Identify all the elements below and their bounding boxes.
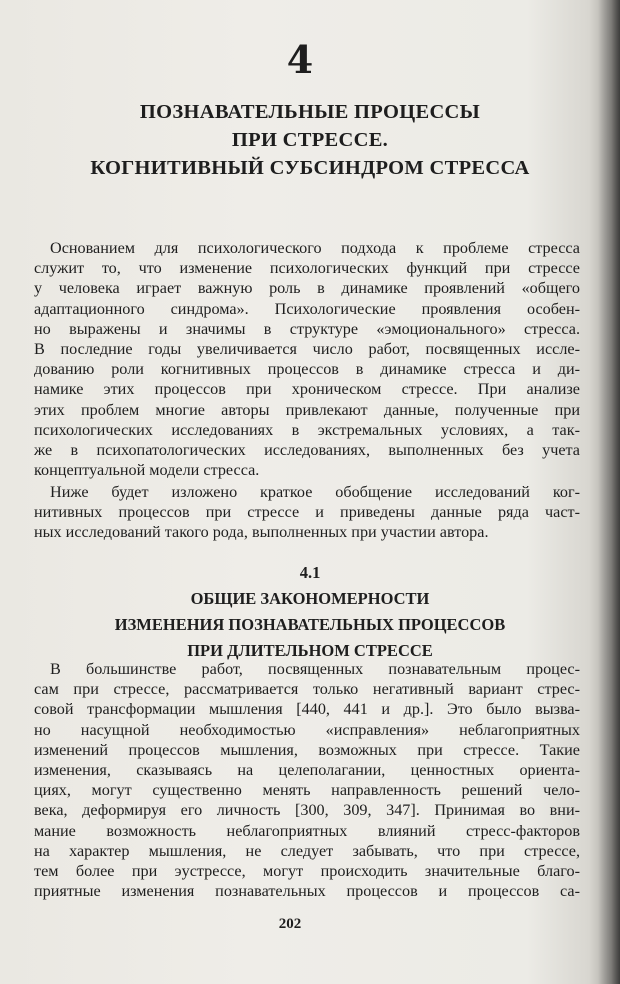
text-line: служит то, что изменение психологических функций при стрессе bbox=[34, 259, 580, 278]
text-line: совой трансформации мышления [440, 441 и др.]. Это было вызва- bbox=[34, 700, 580, 719]
paragraph-summary bbox=[34, 482, 580, 543]
text-line: циях, могут существенно менять направленность решений чело- bbox=[34, 781, 580, 800]
chapter-title-line: ПРИ СТРЕССЕ. bbox=[231, 129, 389, 151]
section-title-line: ПРИ ДЛИТЕЛЬНОМ СТРЕССЕ bbox=[187, 641, 433, 660]
text-line: на характер мышления, не следует забывать, что при стрессе, bbox=[34, 841, 580, 860]
chapter-title bbox=[0, 98, 620, 182]
text-line: ных исследований такого рода, выполненных при участии автора. bbox=[34, 523, 489, 542]
section-title-line: ОБЩИЕ ЗАКОНОМЕРНОСТИ bbox=[190, 589, 430, 608]
text-line: нитивных процессов при стрессе и приведены данные ряда част- bbox=[34, 503, 580, 522]
text-line: Основанием для психологического подхода к проблеме стресса bbox=[50, 239, 580, 257]
chapter-title-line: ПОЗНАВАТЕЛЬНЫЕ ПРОЦЕССЫ bbox=[139, 101, 481, 123]
text-line: приятные изменения познавательных процессов и процессов са- bbox=[34, 882, 580, 901]
text-line: но насущной необходимостью «исправления» неблагоприятных bbox=[34, 720, 580, 739]
text-line: мание возможность неблагоприятных влияний стресс-факторов bbox=[34, 821, 580, 840]
text-line: дованию роли когнитивных процессов в динамике стресса и ди- bbox=[34, 360, 580, 379]
text-line: этих проблем многие авторы привлекают данные, полученные при bbox=[34, 400, 580, 419]
text-line: изменений процессов мышления, возможных при стрессе. Такие bbox=[34, 740, 580, 759]
text-line: Ниже будет изложено краткое обобщение исследований ког- bbox=[50, 483, 580, 501]
section-number: 4.1 bbox=[299, 563, 321, 582]
text-line: тем более при эустрессе, могут происходить значительные благо- bbox=[34, 861, 580, 880]
text-line: намике этих процессов при хроническом стрессе. При анализе bbox=[34, 380, 580, 399]
section-heading bbox=[0, 560, 620, 664]
chapter-title-line: КОГНИТИВНЫЙ СУБСИНДРОМ СТРЕССА bbox=[90, 157, 530, 179]
paragraph-section-body bbox=[34, 659, 580, 901]
chapter-number: 4 bbox=[286, 37, 314, 82]
section-title-line: ИЗМЕНЕНИЯ ПОЗНАВАТЕЛЬНЫХ ПРОЦЕССОВ bbox=[114, 615, 506, 634]
paragraph-intro bbox=[34, 238, 580, 480]
text-line: же в психопатологических исследованиях, выполненных без учета bbox=[34, 440, 580, 459]
text-line: изменения, сказываясь на целеполагании, ценностных ориента- bbox=[34, 760, 580, 779]
text-line: адаптационного синдрома». Психологические проявления особен- bbox=[34, 299, 580, 318]
text-line: сам при стрессе, рассматривается только негативный вариант стрес- bbox=[34, 680, 580, 699]
text-line: В большинстве работ, посвященных познавательным процес- bbox=[50, 660, 580, 678]
text-line: концептуальной модели стресса. bbox=[34, 461, 260, 480]
text-line: века, деформируя его личность [300, 309, 347]. Принимая во вни- bbox=[34, 801, 580, 820]
text-line: у человека играет важную роль в динамике проявлений «общего bbox=[34, 279, 580, 298]
page-number: 202 bbox=[278, 916, 302, 932]
text-line: В последние годы увеличивается число работ, посвященных иссле- bbox=[34, 339, 580, 358]
text-line: но выражены и значимы в структуре «эмоционального» стресса. bbox=[34, 319, 580, 338]
text-line: психологических исследованиях в экстремальных условиях, а так- bbox=[34, 420, 580, 439]
